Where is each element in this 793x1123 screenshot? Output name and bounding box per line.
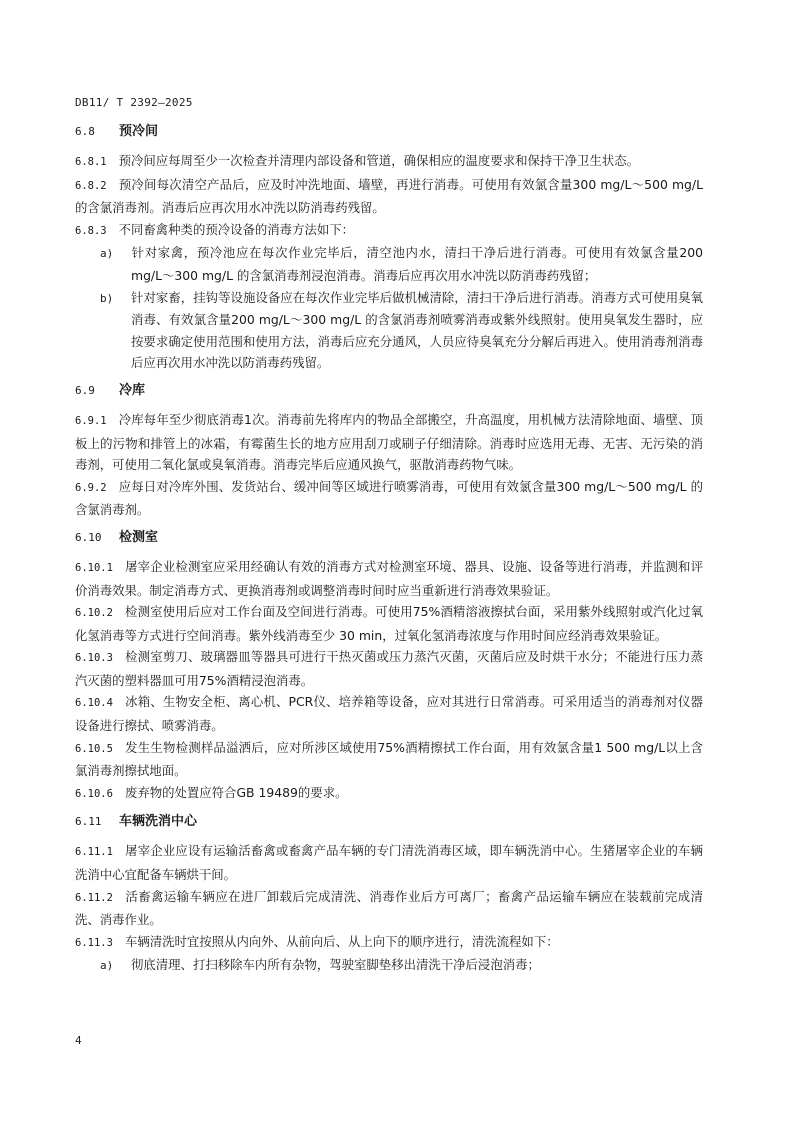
list-item-a	[75, 954, 703, 977]
clause-text: 检测室使用后应对工作台面及空间进行消毒。可使用75%酒精溶液擦拭台面，采用紫外线照射或汽化过氧化氢消毒等方式进行空间消毒。紫外线消毒至少 30 min，过氧化氢消毒浓度与作用时间应经消毒效果验证。	[75, 604, 703, 643]
clause-text: 冰箱、生物安全柜、离心机、PCR仪、培养箱等设备，应对其进行日常消毒。可采用适当的消毒剂对仪器设备进行擦拭、喷雾消毒。	[75, 694, 703, 734]
clause-number: 6.8.3	[75, 224, 107, 237]
section-title: 车辆洗消中心	[119, 814, 198, 830]
clause-number: 6.8.2	[75, 179, 107, 192]
list-item-text: 针对家禽，预冷池应在每次作业完毕后，清空池内水，清扫干净后进行消毒。可使用有效氯含量200 mg/L～300 mg/L 的含氯消毒剂浸泡消毒。消毒后应再次用水冲洗以防消毒药残留；	[131, 245, 703, 283]
clause-6-10-5	[75, 737, 703, 782]
list-item-a	[75, 242, 703, 286]
clause-text: 废弃物的处置应符合GB 19489的要求。	[124, 784, 348, 800]
clause-6-10-1	[75, 556, 703, 601]
section-number: 6.8	[75, 125, 95, 138]
clause-number: 6.9.2	[75, 481, 107, 494]
clause-number: 6.11.2	[75, 891, 113, 904]
clause-6-8-1	[75, 150, 703, 174]
clause-number: 6.8.1	[75, 156, 107, 168]
section-title: 检测室	[119, 529, 159, 545]
section-heading	[75, 812, 703, 832]
clause-text: 预冷间每次清空产品后，应及时冲洗地面、墙壁，再进行消毒。可使用有效氯含量300 mg/L～500 mg/L 的含氯消毒剂。消毒后应再次用水冲洗以防消毒药残留。	[75, 176, 703, 216]
section-heading	[75, 381, 703, 401]
clause-number: 6.11.3	[75, 936, 113, 949]
clause-number: 6.10.2	[75, 607, 113, 620]
section-6-9	[75, 381, 703, 521]
clause-6-8-3	[75, 219, 703, 243]
clause-text: 屠宰企业检测室应采用经确认有效的消毒方式对检测室环境、器具、设施、设备等进行消毒，并监测和评价消毒效果。制定消毒方式、更换消毒剂或调整消毒时间时应当重新进行消毒效果验证。	[75, 558, 703, 598]
clause-6-9-2	[75, 476, 703, 521]
list-item-b	[75, 287, 703, 374]
clause-6-10-6	[75, 782, 703, 806]
section-6-11	[75, 812, 703, 977]
list-marker: a)	[100, 959, 114, 973]
clause-text: 发生生物检测样品溢洒后，应对所涉区域使用75%酒精擦拭工作台面，用有效氯含量1 500 mg/L以上含氯消毒剂擦拭地面。	[75, 739, 703, 779]
clause-text: 应每日对冷库外围、发货站台、缓冲间等区域进行喷雾消毒，可使用有效氯含量300 mg/L～500 mg/L 的含氯消毒剂。	[75, 478, 703, 518]
section-number: 6.9	[75, 383, 95, 397]
clause-6-10-2	[75, 601, 703, 646]
section-heading	[75, 528, 703, 548]
section-number: 6.10	[75, 530, 102, 544]
clause-number: 6.10.3	[75, 652, 113, 665]
clause-text: 检测室剪刀、玻璃器皿等器具可进行干热灭菌或压力蒸汽灭菌，灭菌后应及时烘干水分；不能进行压力蒸汽灭菌的塑料器皿可用75%酒精浸泡消毒。	[75, 649, 703, 688]
clause-6-11-3	[75, 931, 703, 955]
section-6-8	[75, 122, 703, 374]
page-number: 4	[75, 1034, 82, 1047]
section-6-10	[75, 528, 703, 806]
clause-number: 6.10.1	[75, 561, 113, 574]
clause-text: 屠宰企业应设有运输活畜禽或畜禽产品车辆的专门清洗消毒区域，即车辆洗消中心。生猪屠宰企业的车辆洗消中心宜配备车辆烘干间。	[75, 843, 703, 883]
list-item-text: 针对家畜，挂钩等设施设备应在每次作业完毕后做机械清除，清扫干净后进行消毒。消毒方式可使用臭氧消毒、有效氯含量200 mg/L～300 mg/L 的含氯消毒剂喷雾消毒或紫外线照射。使用臭氧发生器时，应按要求确定使用范围和使用方法，消毒后应充分通风，人员应待臭氧充分分解后再进入。使用消毒剂消毒后应再次用水冲洗以防消毒药残留。	[131, 289, 703, 371]
clause-6-11-1	[75, 840, 703, 885]
clause-text: 不同畜禽种类的预冷设备的消毒方法如下：	[118, 221, 355, 237]
list-item-text: 彻底清理、打扫移除车内所有杂物，驾驶室脚垫移出清洗干净后浸泡消毒；	[131, 957, 540, 973]
clause-text: 预冷间应每周至少一次检查并清理内部设备和管道，确保相应的温度要求和保持干净卫生状态。	[118, 153, 640, 168]
list-marker: a)	[100, 247, 114, 261]
clause-6-10-3	[75, 646, 703, 691]
clause-text: 冷库每年至少彻底消毒1次。消毒前先将库内的物品全部搬空，升高温度，用机械方法清除地面、墙壁、顶板上的污物和排管上的冰霜，有霉菌生长的地方应用刮刀或刷子仔细清除。消毒时应选用无毒、无害、无污染的消毒剂，可使用二氧化氯或臭氧消毒。消毒完毕后应通风换气，驱散消毒药物气味。	[75, 411, 703, 473]
clause-6-8-2	[75, 174, 703, 219]
clause-number: 6.10.6	[75, 787, 113, 800]
clause-6-10-4	[75, 691, 703, 736]
clause-text: 车辆清洗时宜按照从内向外、从前向后、从上向下的顺序进行，清洗流程如下：	[124, 933, 559, 949]
clause-6-11-2	[75, 886, 703, 931]
page-content	[75, 122, 703, 977]
standard-code: DB11/ T 2392—2025	[75, 96, 193, 109]
clause-number: 6.11.1	[75, 846, 113, 859]
list-marker: b)	[100, 291, 114, 305]
section-heading	[75, 122, 703, 142]
clause-number: 6.10.4	[75, 697, 113, 710]
clause-number: 6.10.5	[75, 742, 113, 755]
clause-number: 6.9.1	[75, 414, 107, 427]
clause-text: 活畜禽运输车辆应在进厂卸载后完成清洗、消毒作业后方可离厂；畜禽产品运输车辆应在装载前完成清洗、消毒作业。	[75, 888, 703, 928]
section-title: 冷库	[119, 382, 146, 398]
section-number: 6.11	[75, 815, 102, 829]
clause-6-9-1	[75, 409, 703, 476]
section-title: 预冷间	[119, 124, 159, 139]
